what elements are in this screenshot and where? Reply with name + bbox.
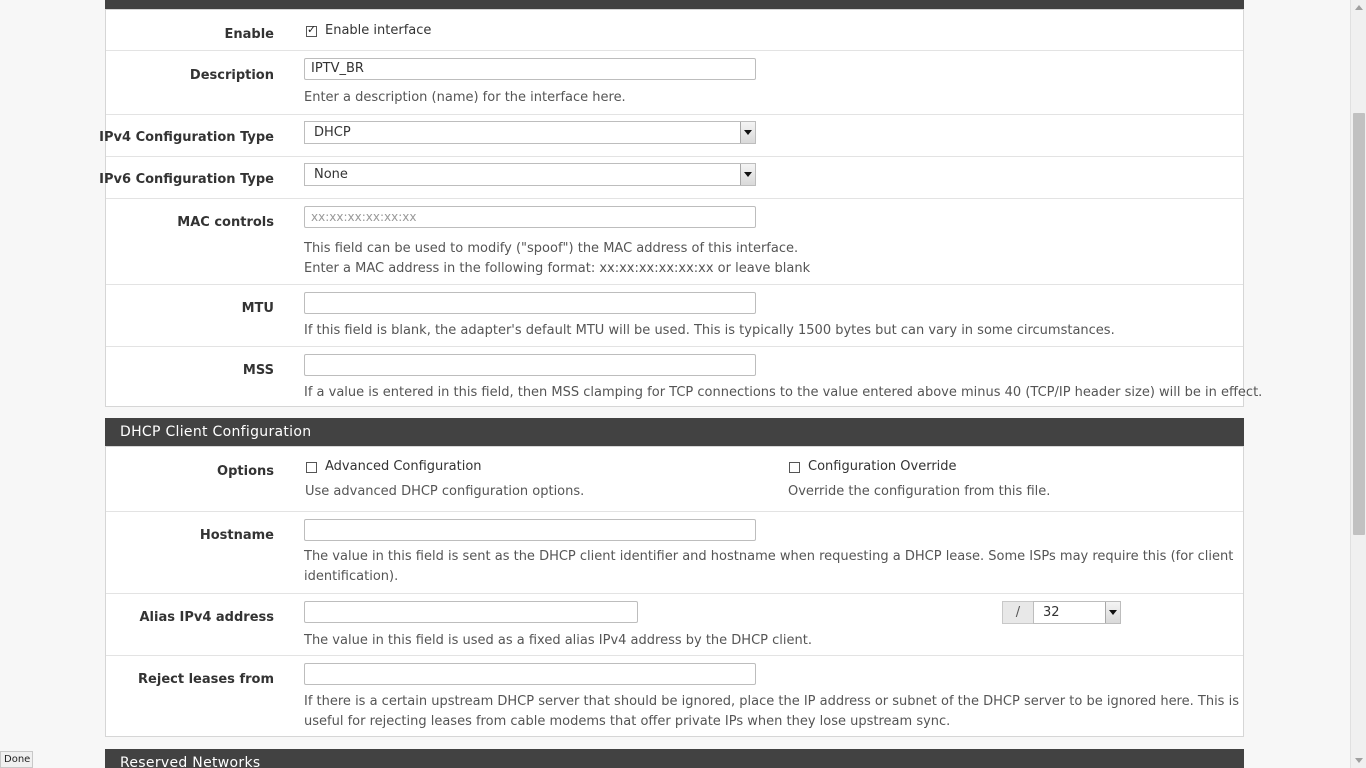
mac-controls-label: MAC controls xyxy=(177,215,274,230)
reject-leases-label: Reject leases from xyxy=(138,672,274,687)
description-label: Description xyxy=(189,68,274,83)
mss-input[interactable] xyxy=(304,354,756,376)
mac-help-line1: This field can be used to modify ("spoof") the MAC address of this interface. xyxy=(304,241,799,256)
enable-label: Enable xyxy=(224,27,274,42)
reject-leases-input[interactable] xyxy=(304,663,756,685)
alias-ipv4-row xyxy=(106,593,1243,655)
enable-interface-checkbox[interactable] xyxy=(306,26,317,37)
dhcp-config-heading: DHCP Client Configuration xyxy=(105,418,1244,446)
reject-leases-row xyxy=(106,655,1243,738)
advanced-config-help: Use advanced DHCP configuration options. xyxy=(305,484,585,499)
options-label: Options xyxy=(217,464,274,479)
ipv6-type-row xyxy=(99,156,1243,198)
mtu-row xyxy=(106,284,1243,346)
hostname-input[interactable] xyxy=(304,519,756,541)
chevron-down-icon[interactable] xyxy=(740,164,755,185)
chevron-down-icon[interactable] xyxy=(740,122,755,143)
mtu-help: If this field is blank, the adapter's default MTU will be used. This is typically 1500 bytes but can vary in some circumstances. xyxy=(304,323,1115,338)
alias-ipv4-label: Alias IPv4 address xyxy=(139,610,274,625)
general-config-heading xyxy=(105,0,1244,9)
alias-prefix-selected: 32 xyxy=(1043,605,1060,620)
dhcp-config-panel xyxy=(105,446,1244,737)
ipv6-type-select[interactable] xyxy=(304,163,756,186)
dhcp-options-row xyxy=(106,447,1243,511)
ipv4-type-row xyxy=(99,114,1243,156)
scroll-up-icon[interactable] xyxy=(1352,0,1366,16)
config-override-help: Override the configuration from this file. xyxy=(788,484,1051,499)
ipv4-type-selected: DHCP xyxy=(314,125,351,140)
chevron-down-icon[interactable] xyxy=(1105,602,1120,623)
hostname-row xyxy=(106,511,1243,593)
ipv4-type-label: IPv4 Configuration Type xyxy=(99,130,274,145)
scroll-down-icon[interactable] xyxy=(1352,752,1366,768)
ipv6-type-label: IPv6 Configuration Type xyxy=(99,172,274,187)
hostname-label: Hostname xyxy=(199,528,274,543)
mtu-label: MTU xyxy=(241,301,274,316)
advanced-config-label: Advanced Configuration xyxy=(325,459,482,474)
mac-address-input[interactable]: xx:xx:xx:xx:xx:xx xyxy=(304,206,756,228)
advanced-config-checkbox[interactable] xyxy=(306,462,317,473)
scrollbar-thumb[interactable] xyxy=(1353,113,1365,535)
mac-controls-row xyxy=(106,198,1243,284)
vertical-scrollbar[interactable] xyxy=(1350,0,1366,768)
alias-ipv4-input[interactable] xyxy=(304,601,638,623)
prefix-slash-addon: / xyxy=(1002,601,1034,624)
mtu-input[interactable] xyxy=(304,292,756,314)
enable-row xyxy=(106,10,1243,50)
browser-status-bar: Done xyxy=(0,751,33,768)
mss-label: MSS xyxy=(242,363,274,378)
description-row xyxy=(106,50,1243,114)
mac-help-line2: Enter a MAC address in the following format: xx:xx:xx:xx:xx:xx or leave blank xyxy=(304,261,811,276)
alias-prefix-select[interactable] xyxy=(1033,601,1121,624)
reserved-networks-heading: Reserved Networks xyxy=(105,749,1244,768)
mss-help: If a value is entered in this field, then MSS clamping for TCP connections to the value entered above minus 40 (TCP/IP header size) will be in effect. xyxy=(304,385,1263,400)
general-config-panel xyxy=(99,9,1263,407)
ipv6-type-selected: None xyxy=(314,167,348,182)
reject-leases-help: If there is a certain upstream DHCP server that should be ignored, place the IP address or subnet of the DHCP server to be ignored here. This is useful for rejecting leases from cable modems that offer private IPs when they lose upstream sync. xyxy=(304,694,1239,729)
mss-row xyxy=(106,346,1263,408)
enable-interface-label: Enable interface xyxy=(325,23,432,38)
config-override-label: Configuration Override xyxy=(808,459,957,474)
description-input[interactable]: IPTV_BR xyxy=(304,58,756,80)
description-help: Enter a description (name) for the interface here. xyxy=(304,90,626,105)
ipv4-type-select[interactable] xyxy=(304,121,756,144)
alias-ipv4-help: The value in this field is used as a fixed alias IPv4 address by the DHCP client. xyxy=(304,633,812,648)
hostname-help: The value in this field is sent as the DHCP client identifier and hostname when requesting a DHCP lease. Some ISPs may require this (for client identification). xyxy=(304,549,1234,584)
config-override-checkbox[interactable] xyxy=(789,462,800,473)
